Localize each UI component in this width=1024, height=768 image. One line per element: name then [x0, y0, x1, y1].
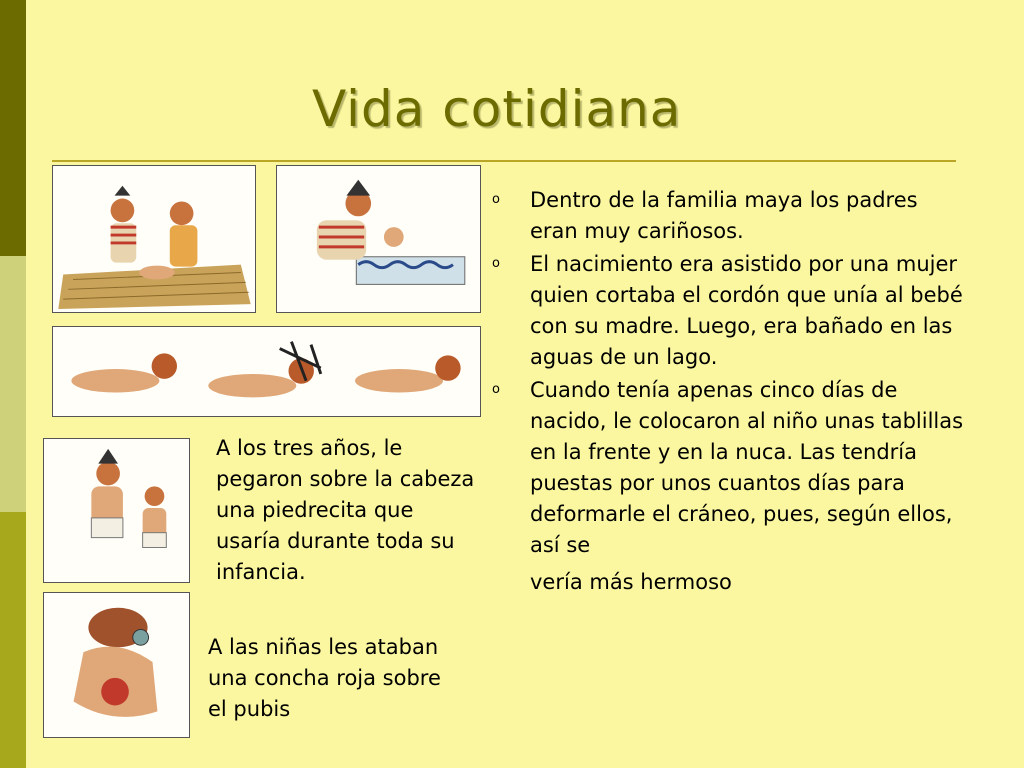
bullet-text: Dentro de la familia maya los padres eran muy cariñosos.	[530, 188, 918, 243]
bathing-illustration	[276, 165, 481, 313]
bullet-marker: o	[492, 256, 500, 271]
bullet-text: Cuando tenía apenas cinco días de nacido, le colocaron al niño unas tablillas en la frente y en la nuca. Las tendría puestas por unos cuantos días para deformarle el cráneo, pues, según ellos, así se	[530, 378, 964, 557]
caption-three-years: A los tres años, le pegaron sobre la cabeza una piedrecita que usaría durante toda su infancia.	[216, 436, 475, 584]
bullet-marker: o	[492, 192, 500, 207]
sidebar-stripe-bottom	[0, 512, 26, 768]
bullet-item	[490, 185, 970, 247]
title-divider	[52, 160, 956, 162]
sidebar-stripe-top	[0, 0, 26, 256]
bullet-list	[490, 185, 970, 600]
sidebar-stripe-middle	[0, 256, 26, 512]
stone-on-head-illustration	[43, 438, 190, 583]
bullet-item	[490, 249, 970, 373]
shell-illustration	[43, 592, 190, 738]
bullet-marker: o	[492, 382, 500, 397]
birth-illustration	[52, 165, 256, 313]
cradleboard-illustration	[52, 326, 481, 417]
bullet-text-last-line: vería más hermoso	[530, 570, 732, 594]
bullet-text: El nacimiento era asistido por una mujer quien cortaba el cordón que unía al bebé con su madre. Luego, era bañado en las aguas de un lago.	[530, 252, 963, 369]
slide-title: Vida cotidiana	[312, 80, 682, 138]
bullet-item	[490, 375, 970, 598]
caption-girls: A las niñas les ataban una concha roja sobre el pubis	[208, 635, 441, 721]
